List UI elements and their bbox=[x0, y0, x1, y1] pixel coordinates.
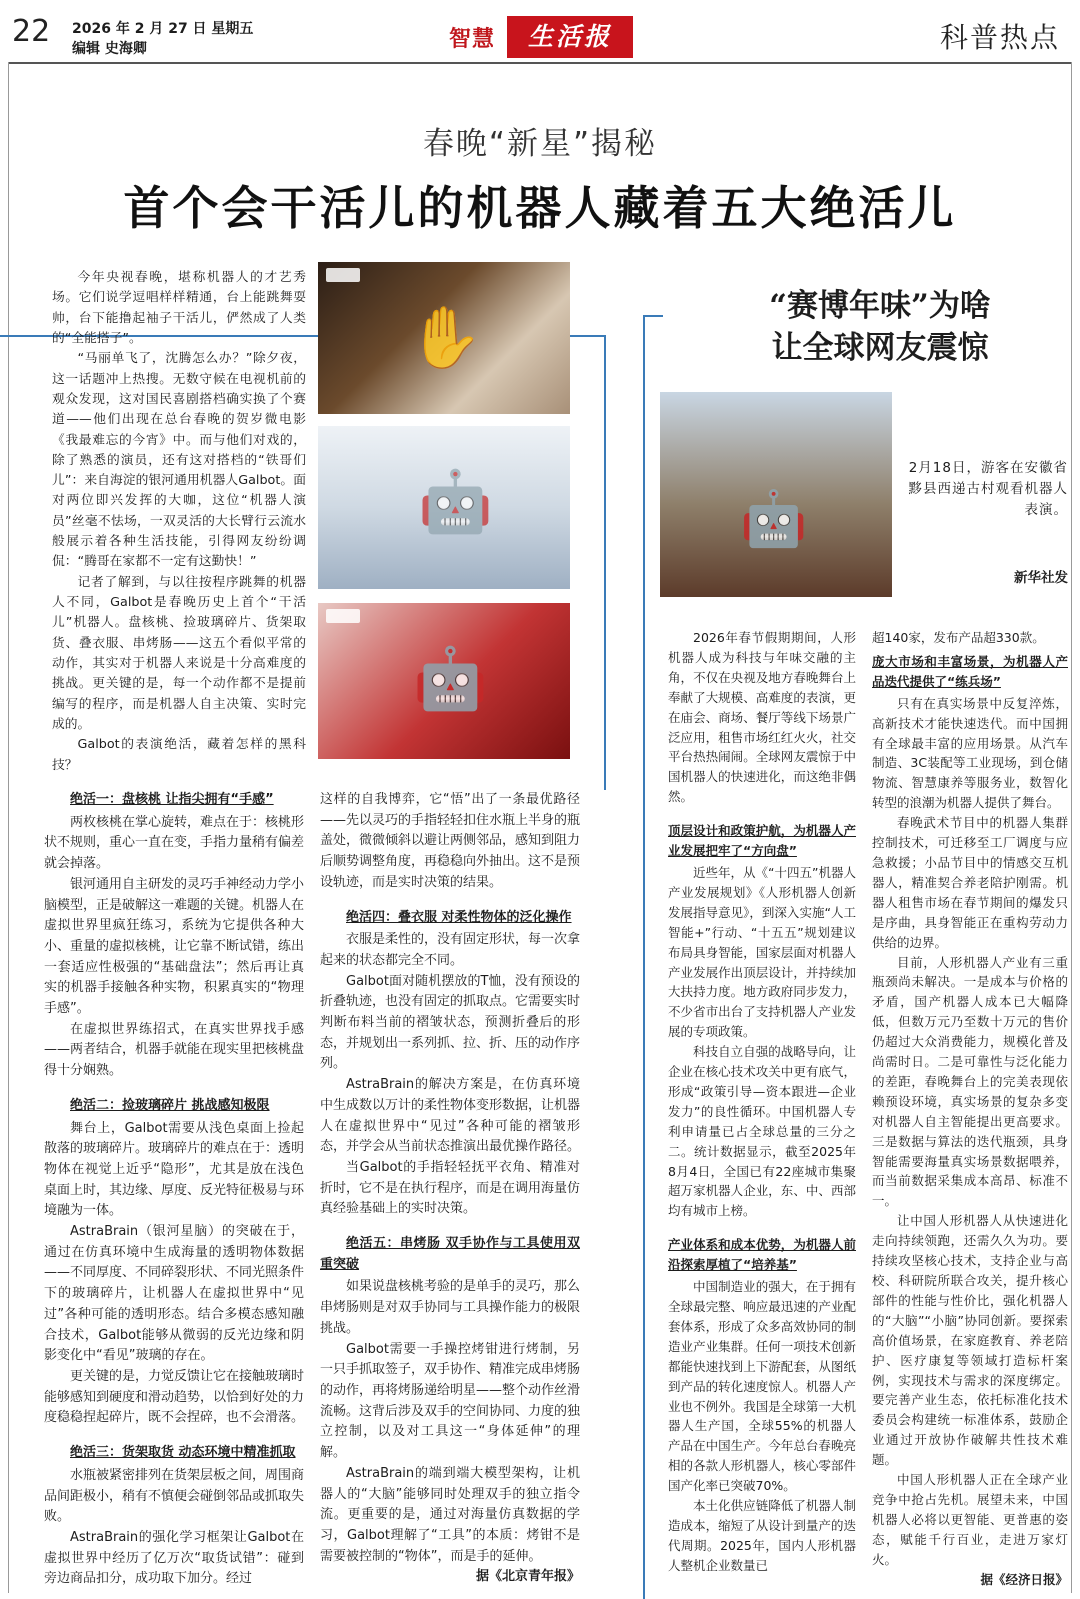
body-paragraph: 目前，人形机器人产业有三重瓶颈尚未解决。一是成本与价格的矛盾，国产机器人成本已大幅降低，但数万元乃至数十万元的售价仍超过大众消费能力，规模化普及尚需时日。二是可靠性与泛化能力的差距，春晚舞台上的完美表现依赖预设环境，真实场景的复杂多变对机器人自主智能提出更高要求。三是数据与算法的迭代瓶颈，具身智能需要海量真实场景数据喂养，而当前数据采集成本高昂、标准不一。 bbox=[872, 954, 1068, 1209]
body-paragraph: 科技自立自强的战略导向，让企业在核心技术攻关中更有底气，形成“政策引导—资本跟进—企业发力”的良性循环。中国机器人专利申请量已占全球总量的三分之二。统计数据显示，截至2025年8月4日，全国已有22座城市集聚超万家机器人企业，东、中、西部均有城市上榜。 bbox=[668, 1044, 856, 1219]
editor-credit: 编辑 史海卿 bbox=[72, 41, 147, 57]
side-box-rule-vert bbox=[643, 315, 645, 1599]
intro-paragraph: “马丽单飞了，沈腾怎么办？”除夕夜，这一话题冲上热搜。无数守候在电视机前的观众发现，这对国民喜剧搭档确实换了个赛道——他们出现在总台春晚的贺岁微电影《我最难忘的今宵》中。而与他们对戏的，除了熟悉的演员，还有这对搭档的“铁哥们儿”：来自海淀的银河通用机器人Galbot。面对两位即兴发挥的大咖，这位“机器人演员”丝毫不怯场，一双灵活的大长臂行云流水般展示着各种生活技能，引得网友纷纷调侃：“腾哥在家都不一定有这勤快！” bbox=[52, 351, 306, 570]
body-paragraph: AstraBrain的端到端大模型架构，让机器人的“大脑”能够同时处理双手的独立指令流。更重要的是，通过对海量仿真数据的学习，Galbot理解了“工具”的本质：烤钳不是需要被控制的“物体”，而是手的延伸。 bbox=[320, 1465, 580, 1564]
side-article-headline bbox=[690, 285, 1070, 369]
section-heading: 绝活二：捡玻璃碎片 挑战感知极限 bbox=[70, 1097, 270, 1113]
body-paragraph: 近些年，从《“十四五”机器人产业发展规划》《人形机器人创新发展指导意见》，到深入实施“人工智能+”行动、“十五五”规划建议布局具身智能，国家层面对机器人产业发展作出顶层设计，并持续加大扶持力度。地方政府同步发力，不少省市出台了支持机器人产业发展的专项政策。 bbox=[668, 864, 856, 1040]
body-paragraph: 两枚核桃在掌心旋转，难点在于：核桃形状不规则，重心一直在变，手指力量稍有偏差就会掉落。 bbox=[44, 814, 305, 872]
body-paragraph: 2026年春节假期期间，人形机器人成为科技与年味交融的主角，不仅在央视及地方春晚舞台上奉献了大规模、高难度的表演，更在庙会、商场、餐厅等线下场景广泛应用，租售市场红红火火，社交平台热热闹闹。全球网友震惊于中国机器人的快速进化，而这绝非偶然。 bbox=[668, 630, 856, 805]
article-headline: 首个会干活儿的机器人藏着五大绝活儿 bbox=[123, 181, 957, 235]
masthead-right-text: 生活报 bbox=[507, 16, 633, 58]
robot-icon: 🤖 bbox=[740, 487, 808, 550]
side-box-rule-vert-left bbox=[604, 335, 606, 790]
robot-icon: 🤖 bbox=[418, 467, 493, 537]
intro-paragraph: 记者了解到，与以往按程序跳舞的机器人不同，Galbot是春晚历史上首个“干活儿”机器人。盘核桃、捡玻璃碎片、货架取货、叠衣服、串烤肠——这五个看似平常的动作，其实对于机器人来说是十分高难度的挑战。更关键的是，每一个动作都不是提前编写的程序，而是机器人自主决策、实时完成的。 bbox=[52, 574, 306, 732]
section-heading: 顶层设计和政策护航，为机器人产业发展把牢了“方向盘” bbox=[668, 823, 856, 859]
issue-date: 2026 年 2 月 27 日 星期五 bbox=[72, 21, 254, 37]
body-column-2 bbox=[320, 790, 580, 1588]
section-heading: 庞大市场和丰富场景，为机器人产品迭代提供了“练兵场” bbox=[872, 653, 1068, 689]
photo-credit: 新华社发 bbox=[1014, 570, 1068, 586]
article-kicker: 春晚“新星”揭秘 bbox=[422, 126, 658, 162]
body-paragraph: 只有在真实场景中反复淬炼，高新技术才能快速迭代。而中国拥有全球最丰富的应用场景。从汽车制造、3C装配等工业现场，到仓储物流、智慧康养等服务业，数智化转型的浪潮为机器人提供了舞台。 bbox=[872, 695, 1068, 811]
body-paragraph: 中国人形机器人正在全球产业竞争中抢占先机。展望未来，中国机器人必将以更智能、更普惠的姿态，赋能千行百业，走进万家灯火。 bbox=[872, 1472, 1068, 1567]
body-paragraph: 中国制造业的强大，在于拥有全球最完整、响应最迅速的产业配套体系，形成了众多高效协同的制造业产业集群。任何一项技术创新都能快速找到上下游配套，从图纸到产品的转化速度惊人。机器人产业也不例外。我国是全球第一大机器人生产国，全球55%的机器人产品在中国生产。今年总台春晚亮相的各款人形机器人，核心零部件国产化率已突破70%。 bbox=[668, 1279, 856, 1494]
article-source: 据《经济日报》 bbox=[980, 1571, 1068, 1587]
body-paragraph: 让中国人形机器人从快速进化走向持续领跑，还需久久为功。要持续攻坚核心技术，支持企业与高校、科研院所联合攻关，提升核心部件的性能与性价比，强化机器人的“大脑”“小脑”协同创新。要探索高价值场景，在家庭教育、养老陪护、医疗康复等领域打造标杆案例，实现技术与需求的深度绑定。要完善产业生态，依托标准化技术委员会构建统一标准体系，鼓励企业通过开放协作破解共性技术难题。 bbox=[872, 1213, 1068, 1468]
body-paragraph: Galbot面对随机摆放的T恤，没有预设的折叠轨迹，也没有固定的抓取点。它需要实时判断布料当前的褶皱状态，预测折叠后的形态，并规划出一系列抓、拉、折、压的动作序列。 bbox=[320, 973, 581, 1072]
body-paragraph: 这样的自我博弈，它“悟”出了一条最优路径——先以灵巧的手指轻轻扣住水瓶上半身的瓶盖处，微微倾斜以避让两侧邻品，感知到阻力后顺势调整角度，再稳稳向外抽出。这不是预设轨迹，而是实时决策的结果。 bbox=[320, 792, 581, 890]
side-column-2 bbox=[872, 628, 1068, 1590]
body-paragraph: 更关键的是，力觉反馈让它在接触玻璃时能够感知到硬度和滑动趋势，以恰到好处的力度稳稳捏起碎片，既不会捏碎，也不会滑落。 bbox=[44, 1368, 305, 1426]
page-border-left bbox=[8, 62, 9, 1593]
body-paragraph: 银河通用自主研发的灵巧手神经动力学小脑模型，正是破解这一难题的关键。机器人在虚拟世界里疯狂练习，系统为它提供各种大小、重量的虚拟核桃，让它靠不断试错，练出一套适应性极强的“基础盘法”；然后再让真实的机器手接触各种实物，积累真实的“物理手感”。 bbox=[44, 876, 305, 1017]
section-heading: 绝活四：叠衣服 对柔性物体的泛化操作 bbox=[346, 909, 572, 925]
intro-paragraph: Galbot的表演绝活，藏着怎样的黑科技？ bbox=[52, 737, 306, 773]
robot-icon: 🤖 bbox=[413, 644, 488, 714]
body-paragraph: Galbot需要一手操控烤钳进行烤制，另一只手抓取签子，双手协作、精准完成串烤肠的动作，再将烤肠递给明星——整个动作丝滑流畅。这背后涉及双手的空间协同、力度的独立控制，以及对工具这一“身体延伸”的理解。 bbox=[320, 1341, 581, 1461]
side-headline-line1: “赛博年味”为啥 bbox=[769, 288, 991, 324]
shelf-robot-photo bbox=[318, 426, 570, 589]
side-column-1 bbox=[668, 628, 856, 1576]
page-border-right bbox=[1071, 62, 1072, 1593]
body-paragraph: AstraBrain的强化学习框架让Galbot在虚拟世界中经历了亿万次“取货试错”：碰到旁边商品扣分，成功取下加分。经过 bbox=[44, 1529, 304, 1587]
tv-logo-icon bbox=[326, 268, 360, 282]
section-heading: 绝活一：盘核桃 让指尖拥有“手感” bbox=[70, 792, 274, 807]
header-rule bbox=[8, 62, 1072, 64]
body-paragraph: 如果说盘核桃考验的是单手的灵巧，那么串烤肠则是对双手协同与工具操作能力的极限挑战。 bbox=[320, 1279, 581, 1336]
article-source: 据《北京青年报》 bbox=[475, 1569, 580, 1585]
section-heading: 绝活五：串烤肠 双手协作与工具使用双重突破 bbox=[320, 1236, 580, 1272]
body-paragraph: 在虚拟世界练招式，在真实世界找手感——两者结合，机器手就能在现实里把核桃盘得十分娴熟。 bbox=[44, 1021, 305, 1079]
xidi-village-photo bbox=[660, 392, 892, 597]
masthead-left-text: 智慧 bbox=[449, 27, 496, 52]
side-box-rule-right-top bbox=[643, 315, 663, 317]
body-paragraph: AstraBrain的解决方案是，在仿真环境中生成数以万计的柔性物体变形数据，让机器人在虚拟世界中“见过”各种可能的褶皱形态，并学会从当前状态推演出最优操作路径。 bbox=[320, 1077, 581, 1155]
body-paragraph: 衣服是柔性的，没有固定形状，每一次拿起来的状态都完全不同。 bbox=[320, 932, 581, 968]
body-paragraph: 本土化供应链降低了机器人制造成本，缩短了从设计到量产的迭代周期。2025年，国内人形机器人整机企业数量已 bbox=[668, 1498, 856, 1573]
body-paragraph: 春晚武术节目中的机器人集群控制技术，可迁移至工厂调度与应急救援；小品节目中的情感交互机器人，精准契合养老陪护刚需。机器人租售市场在春节期间的爆发只是序曲，具身智能正在重构劳动力供给的边界。 bbox=[872, 815, 1068, 950]
photo-caption: 2月18日，游客在安徽省黟县西递古村观看机器人表演。 bbox=[908, 460, 1068, 518]
intro-paragraph: 今年央视春晚，堪称机器人的才艺秀场。它们说学逗唱样样精通，台上能跳舞耍帅，台下能撸起袖子干活儿，俨然成了人类的“全能搭子”。 bbox=[52, 270, 306, 346]
section-name: 科普热点 bbox=[939, 21, 1060, 54]
body-paragraph: 水瓶被紧密排列在货架层板之间，周围商品间距极小，稍有不慎便会碰倒邻品或抓取失败。 bbox=[44, 1467, 305, 1525]
walnut-robot-photo bbox=[318, 262, 570, 414]
body-paragraph: 当Galbot的手指轻轻抚平衣角、精准对折时，它不是在执行程序，而是在调用海量仿真经验基础上的实时决策。 bbox=[320, 1159, 581, 1217]
robot-hand-icon: ✋ bbox=[408, 303, 483, 373]
body-paragraph: AstraBrain（银河星脑）的突破在于，通过在仿真环境中生成海量的透明物体数据——不同厚度、不同碎裂形状、不同光照条件下的玻璃碎片，让机器人在虚拟世界中“见过”各种可能的透明形态。结合多模态感知融合技术，Galbot能够从微弱的反光边缘和阴影变化中“看见”玻璃的存在。 bbox=[44, 1224, 305, 1364]
masthead-logo bbox=[449, 16, 633, 58]
page-number: 22 bbox=[12, 14, 51, 49]
side-headline-line2: 让全球网友震惊 bbox=[771, 330, 989, 366]
body-paragraph: 舞台上，Galbot需要从浅色桌面上捡起散落的玻璃碎片。玻璃碎片的难点在于：透明物体在视觉上近乎“隐形”，尤其是放在浅色桌面上时，其边缘、厚度、反光特征极易与环境融为一体。 bbox=[44, 1120, 305, 1219]
tv-logo-icon bbox=[326, 609, 360, 623]
section-heading: 绝活三：货架取货 动态环境中精准抓取 bbox=[70, 1445, 296, 1461]
body-column-1 bbox=[44, 790, 304, 1590]
body-paragraph: 超140家，发布产品超330款。 bbox=[872, 630, 1045, 645]
laundry-robot-photo bbox=[318, 603, 570, 759]
article-intro bbox=[52, 268, 306, 776]
section-heading: 产业体系和成本优势，为机器人前沿探索厚植了“培养基” bbox=[668, 1237, 856, 1273]
